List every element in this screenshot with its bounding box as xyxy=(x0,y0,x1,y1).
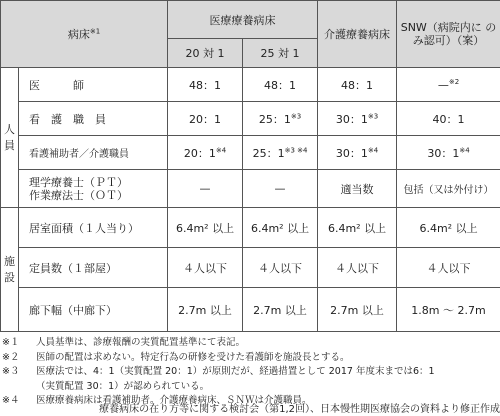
cell-capacity-20: ４人以下 xyxy=(168,248,243,288)
source-citation: 療養病床の在り方等に関する検討会（第1,2回）、日本慢性期医療協会の資料より修正作成 xyxy=(99,404,500,415)
cell-area-snw: 6.4m² 以上 xyxy=(397,208,500,248)
category-staff: 人 員 xyxy=(1,68,19,208)
cell-corridor-20: 2.7m 以上 xyxy=(168,288,243,332)
cell-area-25: 6.4m² 以上 xyxy=(243,208,318,248)
cell-corridor-25: 2.7m 以上 xyxy=(243,288,318,332)
cell-aide-snw: 30：1$^{※4}$ xyxy=(397,136,500,170)
header-snw: SNW（病院内に のみ認可）（案） xyxy=(397,1,500,68)
cell-doctor-care: 48：1 xyxy=(318,68,397,102)
cell-capacity-25: ４人以下 xyxy=(243,248,318,288)
label-aide: 看護補助者／介護職員 xyxy=(19,136,168,170)
header-bed: 病床$^{※1}$ xyxy=(1,1,168,68)
footnote: ※４ 医療療養病床は看護補助者。介護療養病床、ＳＮＷは介護職員。 xyxy=(2,395,312,406)
label-doctor: 医 師 xyxy=(19,68,168,102)
cell-therapist-care: 適当数 xyxy=(318,170,397,208)
cell-doctor-25: 48：1 xyxy=(243,68,318,102)
header-bed-note: ※1 xyxy=(89,27,101,36)
footnote: ※２ 医師の配置は求めない。特定行為の研修を受けた看護師を施設長とする。 xyxy=(2,351,350,363)
cell-therapist-20: — xyxy=(168,170,243,208)
row-therapist xyxy=(1,170,500,208)
cell-nurse-care: 30：1$^{※3}$ xyxy=(318,102,397,136)
cell-capacity-care: ４人以下 xyxy=(318,248,397,288)
footnote: （実質配置 30：1）が認められている。 xyxy=(36,380,210,392)
cell-therapist-25: — xyxy=(243,170,318,208)
category-facility: 施 設 xyxy=(1,208,19,332)
footnote: ※３ 医療法では、4：1（実質配置 20：1）が原則だが、経過措置として 2017 年度末までは6：1 xyxy=(2,366,435,377)
label-area: 居室面積（１人当り） xyxy=(19,208,168,248)
row-aide xyxy=(1,136,500,170)
row-doctor xyxy=(1,68,500,102)
cell-area-care: 6.4m² 以上 xyxy=(318,208,397,248)
cell-aide-care: 30：1$^{※4}$ xyxy=(318,136,397,170)
cell-nurse-25: 25：1$^{※3}$ xyxy=(243,102,318,136)
cell-nurse-20: 20：1 xyxy=(168,102,243,136)
header-ratio-20: 20 対 1 xyxy=(168,39,243,68)
header-medical: 医療療養病床 xyxy=(168,1,318,39)
header-care: 介護療養病床 xyxy=(318,1,397,68)
cell-doctor-20: 48：1 xyxy=(168,68,243,102)
label-therapist: 理学療養士（ＰＴ） 作業療法士（ＯＴ） xyxy=(19,170,168,208)
cell-corridor-care: 2.7m 以上 xyxy=(318,288,397,332)
cell-nurse-snw: 40：1 xyxy=(397,102,500,136)
row-corridor xyxy=(1,288,500,332)
cell-doctor-snw: —$^{※2}$ xyxy=(397,68,500,102)
cell-therapist-snw: 包括（又は外付け） xyxy=(397,170,500,208)
row-nurse xyxy=(1,102,500,136)
cell-aide-25: 25：$1^{※3 ※4}$ xyxy=(243,136,318,170)
label-nurse: 看 護 職 員 xyxy=(19,102,168,136)
header-ratio-25: 25 対 1 xyxy=(243,39,318,68)
cell-aide-20: 20：1$^{※4}$ xyxy=(168,136,243,170)
label-capacity: 定員数（１部屋） xyxy=(19,248,168,288)
cell-capacity-snw: ４人以下 xyxy=(397,248,500,288)
row-area xyxy=(1,208,500,248)
cell-corridor-snw: 1.8m ～ 2.7m xyxy=(397,288,500,332)
row-capacity xyxy=(1,248,500,288)
cell-area-20: 6.4m² 以上 xyxy=(168,208,243,248)
label-corridor: 廊下幅（中廊下） xyxy=(19,288,168,332)
footnotes xyxy=(0,336,500,409)
footnote: ※１ 人員基準は、診療報酬の実質配置基準にて表記。 xyxy=(2,337,246,348)
